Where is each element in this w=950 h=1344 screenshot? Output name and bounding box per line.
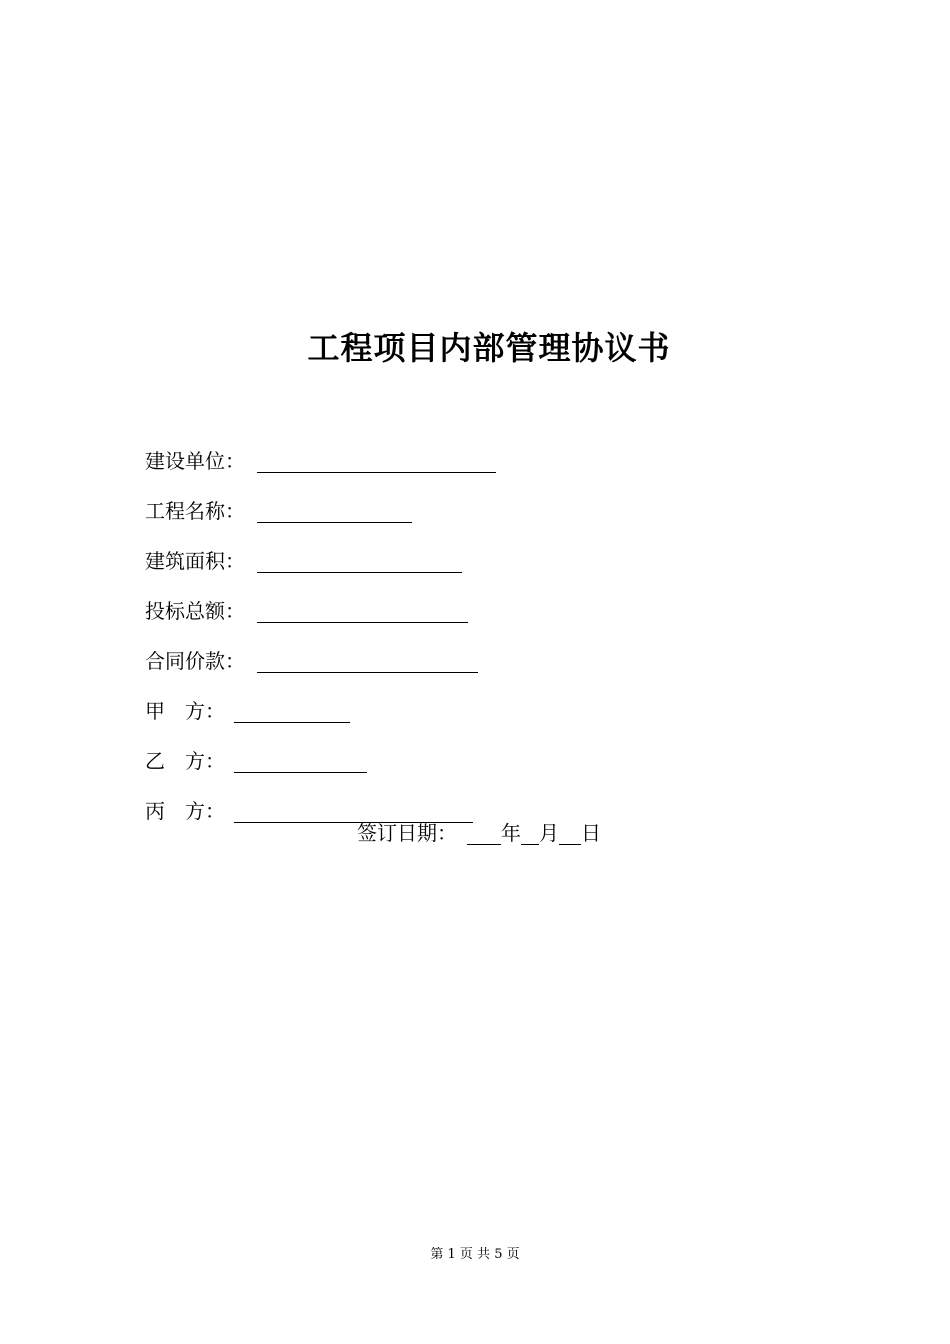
signing-date	[357, 818, 601, 848]
field-building-area	[145, 546, 245, 576]
field-label: 工程名称：	[145, 499, 245, 523]
field-party-a	[145, 696, 225, 726]
day-blank	[559, 818, 581, 845]
field-party-c	[145, 796, 225, 826]
day-unit: 日	[581, 821, 601, 845]
blank-line	[257, 622, 468, 623]
field-bid-total	[145, 596, 245, 626]
blank-line	[257, 572, 462, 573]
field-label: 建筑面积：	[145, 549, 245, 573]
page-title: 工程项目内部管理协议书	[307, 329, 671, 367]
field-project-name	[145, 496, 245, 526]
year-unit: 年	[501, 821, 521, 845]
field-label: 甲 方：	[145, 699, 225, 723]
field-label: 丙 方：	[145, 799, 225, 823]
signing-date-label: 签订日期：	[357, 821, 457, 845]
field-contract-price	[145, 646, 245, 676]
field-label: 投标总额：	[145, 599, 245, 623]
blank-line	[234, 772, 367, 773]
blank-line	[257, 472, 496, 473]
blank-line	[257, 672, 478, 673]
month-blank	[521, 818, 539, 845]
field-construction-unit	[145, 446, 245, 476]
page-footer: 第 1 页 共 5 页	[430, 1247, 520, 1262]
field-label: 合同价款：	[145, 649, 245, 673]
month-unit: 月	[539, 821, 559, 845]
year-blank	[467, 818, 501, 845]
field-label: 乙 方：	[145, 749, 225, 773]
blank-line	[234, 722, 350, 723]
blank-line	[257, 522, 412, 523]
field-label: 建设单位：	[145, 449, 245, 473]
field-party-b	[145, 746, 225, 776]
